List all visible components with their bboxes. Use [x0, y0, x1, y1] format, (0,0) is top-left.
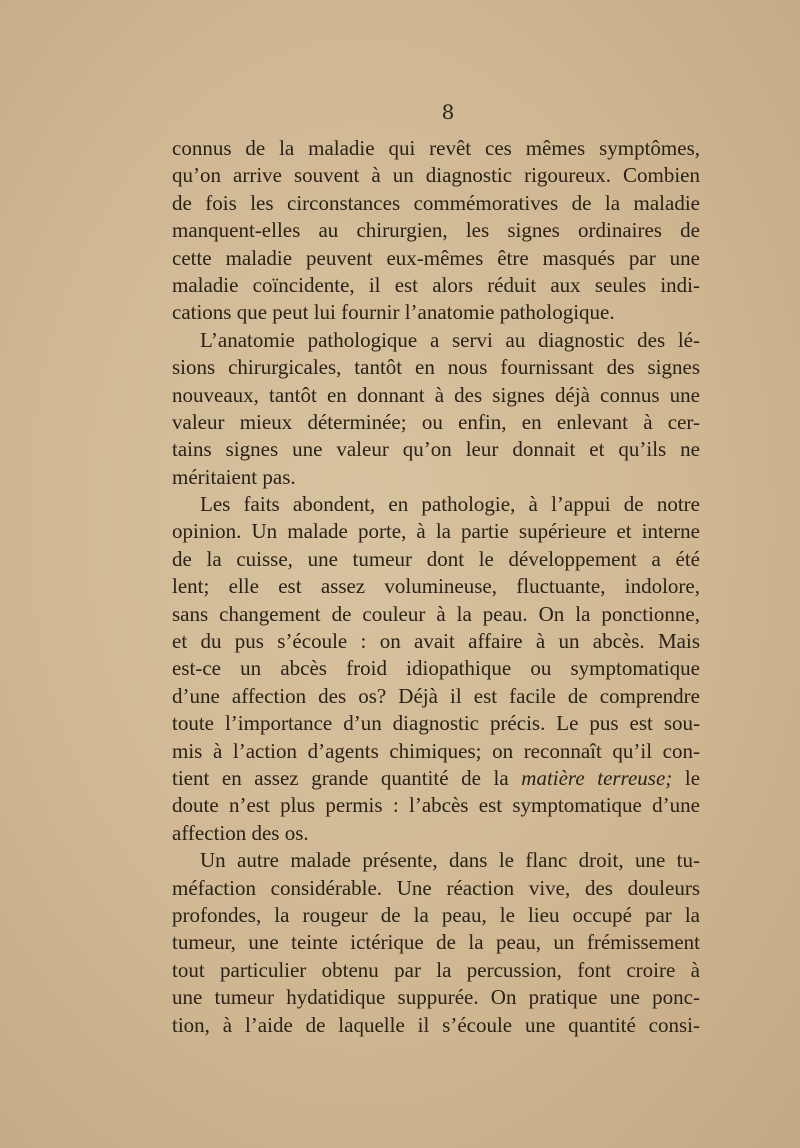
- text-line: affection des os.: [172, 820, 309, 845]
- text-line: cette maladie peuvent eux-mêmes être masqués par une: [172, 245, 700, 270]
- text-line: manquent-elles au chirurgien, les signes ordinaires de: [172, 218, 700, 243]
- text-line: et du pus s’écoule : on avait affaire à un abcès. Mais: [172, 629, 700, 654]
- text-line: cations que peut lui fournir l’anatomie pathologique.: [172, 300, 615, 325]
- text-line: doute n’est plus permis : l’abcès est symptomatique d’une: [172, 793, 700, 818]
- text-line: Un autre malade présente, dans le flanc droit, une tu-: [200, 848, 700, 873]
- text-line: une tumeur hydatidique suppurée. On pratique une ponc-: [172, 985, 700, 1010]
- text-line: tion, à l’aide de laquelle il s’écoule une quantité consi-: [172, 1012, 700, 1037]
- text-line: toute l’importance d’un diagnostic précis. Le pus est sou-: [172, 711, 700, 736]
- text-line: qu’on arrive souvent à un diagnostic rigoureux. Combien: [172, 163, 700, 188]
- text-line: de la cuisse, une tumeur dont le développement a été: [172, 546, 700, 571]
- text-line: tains signes une valeur qu’on leur donnait et qu’ils ne: [172, 437, 700, 462]
- text-line-with-italic: [172, 765, 700, 792]
- text-line: tout particulier obtenu par la percussion, font croire à: [172, 957, 700, 982]
- page-number: 8: [441, 100, 455, 124]
- text-line: tumeur, une teinte ictérique de la peau, un frémissement: [172, 930, 700, 955]
- text-line: sans changement de couleur à la peau. On la ponctionne,: [172, 601, 700, 626]
- text-line: opinion. Un malade porte, à la partie supérieure et interne: [172, 519, 700, 544]
- text-line: connus de la maladie qui revêt ces mêmes symptômes,: [172, 136, 700, 160]
- italic-phrase: matière terreuse;: [521, 765, 673, 790]
- text-line: L’anatomie pathologique a servi au diagnostic des lé-: [200, 327, 700, 352]
- text-segment: tient en assez grande quantité de la: [172, 765, 509, 790]
- text-line: maladie coïncidente, il est alors réduit aux seules indi-: [172, 272, 700, 297]
- text-line: d’une affection des os? Déjà il est facile de comprendre: [172, 683, 700, 708]
- text-line: valeur mieux déterminée; ou enfin, en enlevant à cer-: [172, 409, 700, 434]
- body-text: [172, 135, 700, 1039]
- text-line: profondes, la rougeur de la peau, le lieu occupé par la: [172, 902, 700, 927]
- text-line: lent; elle est assez volumineuse, fluctuante, indolore,: [172, 574, 700, 599]
- text-line: méfaction considérable. Une réaction vive, des douleurs: [172, 875, 700, 900]
- text-line: est-ce un abcès froid idiopathique ou symptomatique: [172, 656, 700, 681]
- text-line: nouveaux, tantôt en donnant à des signes déjà connus une: [172, 382, 700, 407]
- text-line: méritaient pas.: [172, 464, 296, 489]
- text-line: mis à l’action d’agents chimiques; on reconnaît qu’il con-: [172, 738, 700, 763]
- text-line: Les faits abondent, en pathologie, à l’appui de notre: [200, 492, 700, 517]
- text-line: de fois les circonstances commémoratives de la maladie: [172, 190, 700, 215]
- text-segment: le: [684, 765, 701, 790]
- text-line: sions chirurgicales, tantôt en nous fournissant des signes: [172, 355, 700, 380]
